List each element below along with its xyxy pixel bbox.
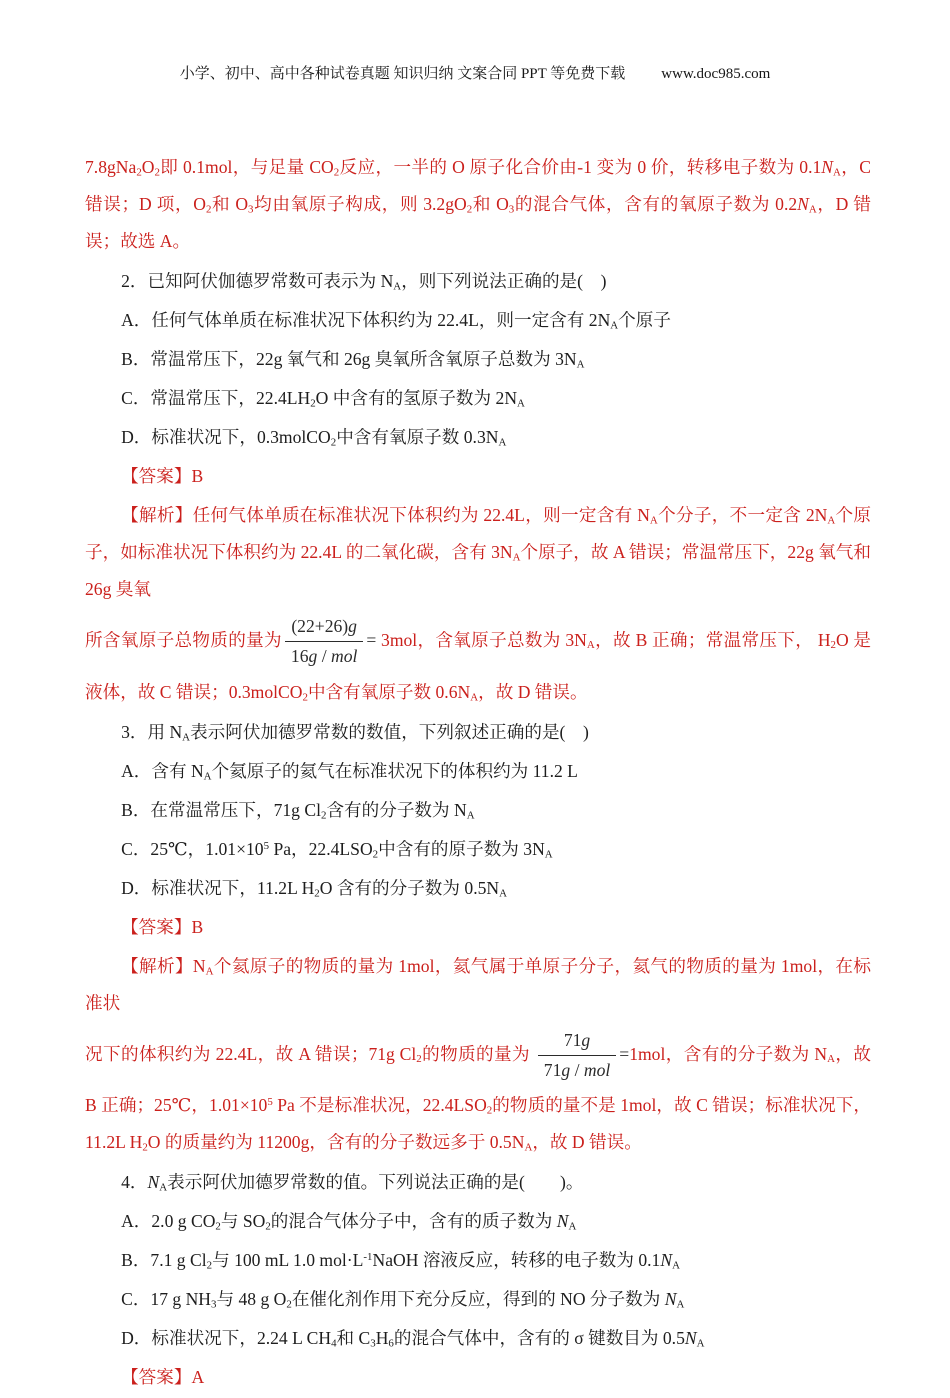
italic-symbol: N	[797, 194, 809, 214]
answer-2: 【答案】B	[121, 466, 204, 486]
subscript: A	[586, 639, 595, 652]
subscript: 6	[388, 1337, 394, 1350]
subscript: A	[676, 1298, 685, 1311]
answer-4: 【答案】A	[121, 1367, 205, 1388]
subscript: A	[498, 436, 507, 449]
option-2-c: C．常温常压下，$22.4LH_2O$ 中含有的氢原子数为 $2N_A$	[121, 388, 525, 410]
subscript: A	[159, 1181, 168, 1194]
subscript: 2	[205, 203, 212, 216]
subscript: 2	[466, 203, 473, 216]
page-header	[0, 62, 950, 83]
subscript: 2	[286, 1298, 292, 1311]
subscript: 3	[211, 1298, 217, 1311]
italic-symbol: mol	[330, 646, 358, 667]
subscript: 2	[486, 1104, 493, 1117]
subscript: 2	[372, 847, 379, 860]
fraction-denominator: 71g / mol	[543, 1059, 611, 1080]
subscript: 3	[248, 203, 254, 216]
subscript: A	[203, 769, 212, 782]
question-3: 3．用 $N_A$表示阿伏加德罗常数的数值，下列叙述正确的是( )	[121, 721, 589, 743]
subscript: A	[499, 886, 507, 899]
analysis-3-part2: 况下的体积约为 22.4L，故 A 错误；71g $Cl_2$的物质的量为 $\frac{71g}{\text{71g / mol}}$ =1mol，含有的分子数为 $N_A$，故 B 正确；25℃，$1.01\times 10^5$ Pa 不是标准状况，$22.4LSO_2$的物质的量不是 1mol，故 C 错误；标准状况下，11.2L $H_2O$ 的质量约为 11200g，含有的分子数远多于 $0.5N_A$，故 D 错误。	[85, 1024, 871, 1162]
option-2-a: A．任何气体单质在标准状况下体积约为 22.4L，则一定含有 $2N_A$个原子	[121, 310, 671, 332]
subscript: A	[568, 1220, 577, 1233]
equation-text: =	[366, 629, 377, 650]
superscript: 5	[267, 1096, 273, 1109]
subscript: A	[649, 514, 658, 527]
italic-symbol: g	[348, 616, 357, 636]
subscript: A	[182, 730, 191, 743]
italic-symbol: g	[308, 646, 318, 667]
subscript: 2	[265, 1220, 271, 1233]
subscript: 2	[314, 886, 320, 899]
option-4-a: A．2.0 g $CO_2$与 $SO_2$的混合气体分子中，含有的质子数为 $N_A$	[121, 1211, 577, 1233]
equation-text: =	[619, 1043, 630, 1064]
fraction-equation	[285, 613, 363, 671]
subscript: 2	[154, 166, 160, 179]
question-2: 2．已知阿伏伽德罗常数可表示为 $N_A$，则下列说法正确的是( )	[121, 271, 607, 293]
option-3-d: D．标准状况下，11.2L $H_2O$ 含有的分子数为 $0.5N_A$	[121, 877, 507, 899]
italic-symbol: N	[821, 157, 834, 177]
analysis-2-part2: 所含氧原子总物质的量为 $\frac{(22+26)g}{\text{16g / mol}}$ = 3mol，含氧原子总数为 $3N_A$，故 B 正确；常温常压下， $H_2O$ 是液体，故 C 错误；0.3molCO$_2$中含有氧原子数 $0.6N_A$，故 D 错误。	[85, 610, 871, 711]
subscript: A	[610, 319, 619, 332]
subscript: A	[393, 280, 402, 293]
fraction-numerator: 71g	[538, 1027, 616, 1056]
subscript: 2	[302, 690, 308, 703]
subscript: A	[808, 203, 817, 216]
subscript: 2	[330, 436, 337, 449]
header-text: 小学、初中、高中各种试卷真题 知识归纳 文案合同 PPT 等免费下载	[179, 66, 626, 82]
analysis-3-part1: 【解析】$N_A$个氦原子的物质的量为 1mol，氦气属于单原子分子，氦气的物质的量为 1mol，在标准状	[85, 955, 871, 1013]
subscript: A	[576, 358, 585, 371]
superscript: -1	[363, 1251, 373, 1264]
fraction-equation	[538, 1027, 616, 1085]
subscript: A	[696, 1337, 705, 1350]
subscript: A	[544, 847, 553, 860]
option-4-b: B．7.1 g $Cl_2$与 100 mL 1.0 $mol\cdot L^{-1}NaOH$ 溶液反应，转移的电子数为 $0.1N_A$	[121, 1250, 680, 1272]
question-4: 4．$N_A$表示阿伏加德罗常数的值。下列说法正确的是( )。	[121, 1172, 584, 1194]
option-3-c: C．25℃，$1.01\times 10^5$ Pa，$22.4LSO_2$中含有的原子数为 $3N_A$	[121, 838, 553, 860]
subscript: A	[512, 551, 521, 564]
subscript: 3	[370, 1337, 376, 1350]
document-body	[85, 149, 871, 1398]
italic-symbol: N	[660, 1250, 673, 1271]
subscript: A	[672, 1259, 680, 1272]
subscript: A	[524, 1141, 533, 1154]
option-3-a: A．含有 $N_A$个氦原子的氦气在标准状况下的体积约为 11.2 L	[121, 760, 578, 782]
subscript: 2	[416, 1052, 422, 1065]
subscript: 2	[830, 639, 836, 652]
subscript: A	[827, 514, 836, 527]
italic-symbol: N	[684, 1328, 697, 1349]
subscript: 3	[508, 203, 515, 216]
fraction-numerator: (22+26)g	[285, 613, 363, 642]
header-site-url: www.doc985.com	[661, 66, 771, 82]
subscript: 2	[206, 1259, 213, 1272]
subscript: 2	[333, 166, 340, 179]
subscript: 2	[136, 166, 142, 179]
analysis-2-part1: 【解析】任何气体单质在标准状况下体积约为 22.4L，则一定含有 $N_A$个分子，不一定含 $2N_A$个原子，如标准状况下体积约为 22.4L 的二氧化碳，含有 $3N_A$个原子，故 A 错误；常温常压下，22g 氧气和 26g 臭氧	[85, 505, 871, 599]
option-2-b: B．常温常压下，22g 氧气和 26g 臭氧所含氧原子总数为 $3N_A$	[121, 349, 585, 371]
subscript: A	[466, 808, 475, 821]
superscript: 5	[263, 839, 270, 852]
subscript: A	[833, 166, 841, 179]
italic-symbol: g	[561, 1059, 571, 1080]
option-2-d: D．标准状况下，0.3molCO$_2$中含有氧原子数 $0.3N_A$	[121, 427, 507, 449]
subscript: 2	[310, 397, 316, 410]
subscript: 2	[142, 1141, 148, 1154]
option-4-d: D．标准状况下，2.24 L $CH_4$和 $C_3H_6$的混合气体中，含有的 σ 键数目为 $0.5N_A$	[121, 1328, 705, 1350]
subscript: 4	[331, 1337, 337, 1350]
analysis-1-continuation: $7.8gNa_2O_2$即 0.1mol，与足量 $CO_2$反应，一半的 O 原子化合价由-1 变为 0 价，转移电子数为 $0.1N_A$，C 错误；D 项，$O_2$和 $O_3$均由氧原子构成，则 $3.2gO_2$和 $O_3$的混合气体，含有的氧原子数为 $0.2N_A$，D 错误；故选 A。	[85, 157, 871, 251]
answer-3: 【答案】B	[121, 916, 204, 937]
subscript: 2	[215, 1220, 221, 1233]
subscript: A	[470, 690, 479, 703]
italic-symbol: g	[581, 1029, 591, 1050]
option-3-b: B．在常温常压下，71g $Cl_2$含有的分子数为 $N_A$	[121, 799, 475, 821]
italic-symbol: mol	[583, 1059, 611, 1080]
italic-symbol: N	[556, 1211, 569, 1232]
fraction-denominator: 16g / mol	[290, 646, 358, 667]
subscript: 2	[320, 808, 327, 821]
italic-symbol: N	[147, 1172, 160, 1193]
subscript: A	[517, 397, 525, 410]
italic-symbol: N	[664, 1289, 677, 1310]
subscript: A	[205, 964, 214, 977]
option-4-c: C．17 g $NH_3$与 48 g $O_2$在催化剂作用下充分反应，得到的 NO 分子数为 $N_A$	[121, 1289, 685, 1311]
subscript: A	[827, 1052, 836, 1065]
